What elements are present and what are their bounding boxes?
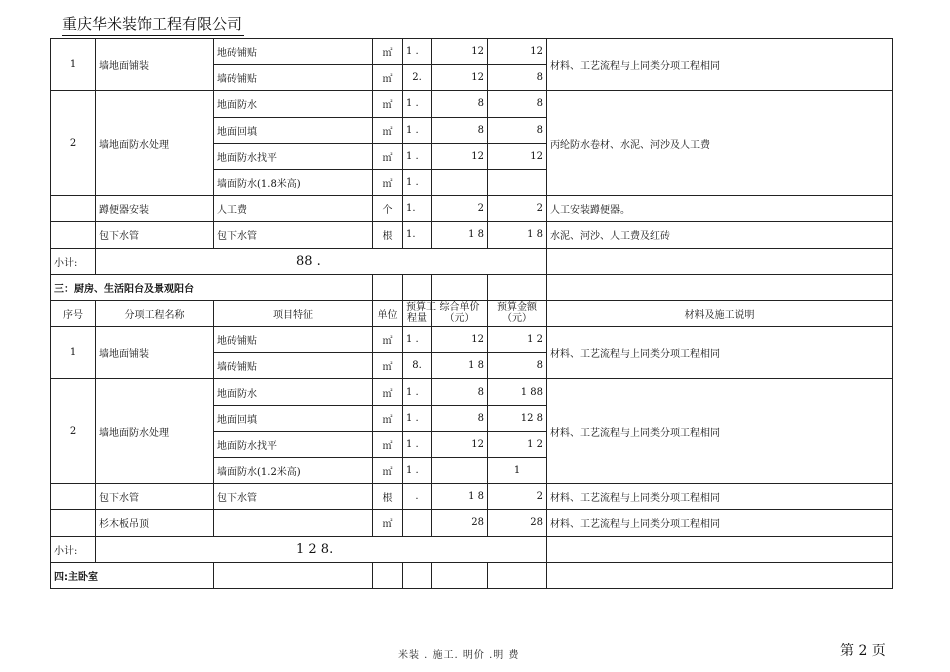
item-feature: 包下水管 xyxy=(214,222,373,248)
section-row xyxy=(51,274,893,300)
item-feature: 地面防水找平 xyxy=(214,431,373,457)
header-remark: 材料及施工说明 xyxy=(547,300,893,326)
item-remark: 材料、工艺流程与上同类分项工程相同 xyxy=(547,484,893,510)
item-unit: ㎡ xyxy=(373,458,403,484)
item-price: 12 xyxy=(432,327,488,353)
item-unit: ㎡ xyxy=(373,143,403,169)
item-feature: 墙面防水(1.2米高) xyxy=(214,458,373,484)
item-feature: 人工费 xyxy=(214,196,373,222)
item-unit: 根 xyxy=(373,222,403,248)
subtotal-label: 小计: xyxy=(51,536,96,562)
header-unit: 单位 xyxy=(373,300,403,326)
table-row xyxy=(51,379,893,405)
item-qty: 1 . xyxy=(403,143,432,169)
item-feature: 地面回填 xyxy=(214,117,373,143)
item-unit: 根 xyxy=(373,484,403,510)
item-qty: 1 . xyxy=(403,91,432,117)
table-row xyxy=(51,222,893,248)
item-unit: 个 xyxy=(373,196,403,222)
item-feature: 包下水管 xyxy=(214,484,373,510)
page-footer: 米装 . 施工. 明价 .明 费 xyxy=(398,650,520,661)
item-remark: 人工安装蹲便器。 xyxy=(547,196,893,222)
table-row xyxy=(51,510,893,536)
item-unit: ㎡ xyxy=(373,39,403,65)
item-amount: 12 8 xyxy=(488,405,547,431)
item-price xyxy=(432,169,488,195)
company-name: 重庆华米装饰工程有限公司 xyxy=(62,14,244,36)
item-unit: ㎡ xyxy=(373,353,403,379)
item-no xyxy=(51,510,96,536)
item-price: 12 xyxy=(432,39,488,65)
item-qty: 2. xyxy=(403,65,432,91)
item-no xyxy=(51,484,96,510)
item-amount: 12 xyxy=(488,143,547,169)
item-remark: 材料、工艺流程与上同类分项工程相同 xyxy=(547,39,893,91)
item-no: 1 xyxy=(51,327,96,379)
item-remark: 材料、工艺流程与上同类分项工程相同 xyxy=(547,379,893,484)
item-amount: 2 xyxy=(488,484,547,510)
header-name: 分项工程名称 xyxy=(96,300,214,326)
item-name: 墙地面防水处理 xyxy=(96,379,214,484)
item-feature: 地面防水 xyxy=(214,91,373,117)
item-name: 墙地面铺装 xyxy=(96,327,214,379)
item-price: 8 xyxy=(432,379,488,405)
header-amount: 预算金额 （元） xyxy=(488,300,547,326)
item-unit: ㎡ xyxy=(373,91,403,117)
item-amount: 8 xyxy=(488,117,547,143)
item-no xyxy=(51,196,96,222)
table-row xyxy=(51,91,893,117)
item-no: 2 xyxy=(51,91,96,196)
item-amount: 1 xyxy=(488,458,547,484)
item-qty: 8. xyxy=(403,353,432,379)
item-remark: 材料、工艺流程与上同类分项工程相同 xyxy=(547,510,893,536)
subtotal-value: 1 2 8. xyxy=(96,536,547,562)
item-name: 墙地面铺装 xyxy=(96,39,214,91)
item-feature: 墙砖铺贴 xyxy=(214,65,373,91)
item-price: 1 8 xyxy=(432,484,488,510)
header-no: 序号 xyxy=(51,300,96,326)
item-price: 1 8 xyxy=(432,353,488,379)
item-amount: 8 xyxy=(488,91,547,117)
item-price xyxy=(432,458,488,484)
item-amount: 28 xyxy=(488,510,547,536)
item-qty: 1 . xyxy=(403,117,432,143)
item-qty: 1 . xyxy=(403,39,432,65)
item-name: 包下水管 xyxy=(96,484,214,510)
header-row xyxy=(51,300,893,326)
item-remark: 水泥、河沙、人工费及红砖 xyxy=(547,222,893,248)
item-price: 2 xyxy=(432,196,488,222)
item-amount: 2 xyxy=(488,196,547,222)
item-feature: 墙面防水(1.8米高) xyxy=(214,169,373,195)
subtotal-label: 小计: xyxy=(51,248,96,274)
item-amount: 1 88 xyxy=(488,379,547,405)
item-name: 杉木板吊顶 xyxy=(96,510,214,536)
item-amount: 8 xyxy=(488,353,547,379)
item-qty xyxy=(403,510,432,536)
item-feature xyxy=(214,510,373,536)
section-title: 四:主卧室 xyxy=(51,562,214,588)
item-feature: 地面防水找平 xyxy=(214,143,373,169)
item-amount: 1 2 xyxy=(488,431,547,457)
item-qty: 1. xyxy=(403,196,432,222)
item-amount: 12 xyxy=(488,39,547,65)
item-price: 12 xyxy=(432,431,488,457)
item-remark: 材料、工艺流程与上同类分项工程相同 xyxy=(547,327,893,379)
item-unit: ㎡ xyxy=(373,65,403,91)
page-number: 第 2 页 xyxy=(840,643,886,659)
subtotal-value: 88 . xyxy=(96,248,547,274)
item-unit: ㎡ xyxy=(373,379,403,405)
item-feature: 地面防水 xyxy=(214,379,373,405)
item-feature: 墙砖铺贴 xyxy=(214,353,373,379)
item-feature: 地面回填 xyxy=(214,405,373,431)
item-price: 8 xyxy=(432,91,488,117)
item-qty: 1 . xyxy=(403,169,432,195)
item-qty: 1 . xyxy=(403,379,432,405)
item-qty: 1 . xyxy=(403,327,432,353)
item-price: 1 8 xyxy=(432,222,488,248)
item-unit: ㎡ xyxy=(373,431,403,457)
section-row xyxy=(51,562,893,588)
item-qty: 1 . xyxy=(403,405,432,431)
item-remark: 丙纶防水卷材、水泥、河沙及人工费 xyxy=(547,91,893,196)
table-row xyxy=(51,484,893,510)
section-title: 三：厨房、生活阳台及景观阳台 xyxy=(51,274,373,300)
item-price: 28 xyxy=(432,510,488,536)
item-amount: 1 2 xyxy=(488,327,547,353)
item-no: 1 xyxy=(51,39,96,91)
item-qty: 1 . xyxy=(403,458,432,484)
item-qty: 1. xyxy=(403,222,432,248)
item-unit: ㎡ xyxy=(373,405,403,431)
item-amount: 1 8 xyxy=(488,222,547,248)
item-amount xyxy=(488,169,547,195)
item-name: 蹲便器安装 xyxy=(96,196,214,222)
item-no: 2 xyxy=(51,379,96,484)
subtotal-row xyxy=(51,536,893,562)
item-amount: 8 xyxy=(488,65,547,91)
item-feature: 地砖铺贴 xyxy=(214,327,373,353)
item-qty: . xyxy=(403,484,432,510)
item-name: 墙地面防水处理 xyxy=(96,91,214,196)
table-row xyxy=(51,327,893,353)
item-unit: ㎡ xyxy=(373,510,403,536)
header-qty: 预算工 程量 xyxy=(403,300,432,326)
subtotal-row xyxy=(51,248,893,274)
item-price: 12 xyxy=(432,143,488,169)
item-name: 包下水管 xyxy=(96,222,214,248)
item-qty: 1 . xyxy=(403,431,432,457)
item-unit: ㎡ xyxy=(373,327,403,353)
item-price: 8 xyxy=(432,405,488,431)
header-feature: 项目特征 xyxy=(214,300,373,326)
table-row xyxy=(51,39,893,65)
header-price: 综合单价 （元） xyxy=(432,300,488,326)
item-unit: ㎡ xyxy=(373,169,403,195)
budget-table xyxy=(50,38,893,589)
item-price: 8 xyxy=(432,117,488,143)
item-price: 12 xyxy=(432,65,488,91)
item-unit: ㎡ xyxy=(373,117,403,143)
item-no xyxy=(51,222,96,248)
item-feature: 地砖铺贴 xyxy=(214,39,373,65)
table-row xyxy=(51,196,893,222)
